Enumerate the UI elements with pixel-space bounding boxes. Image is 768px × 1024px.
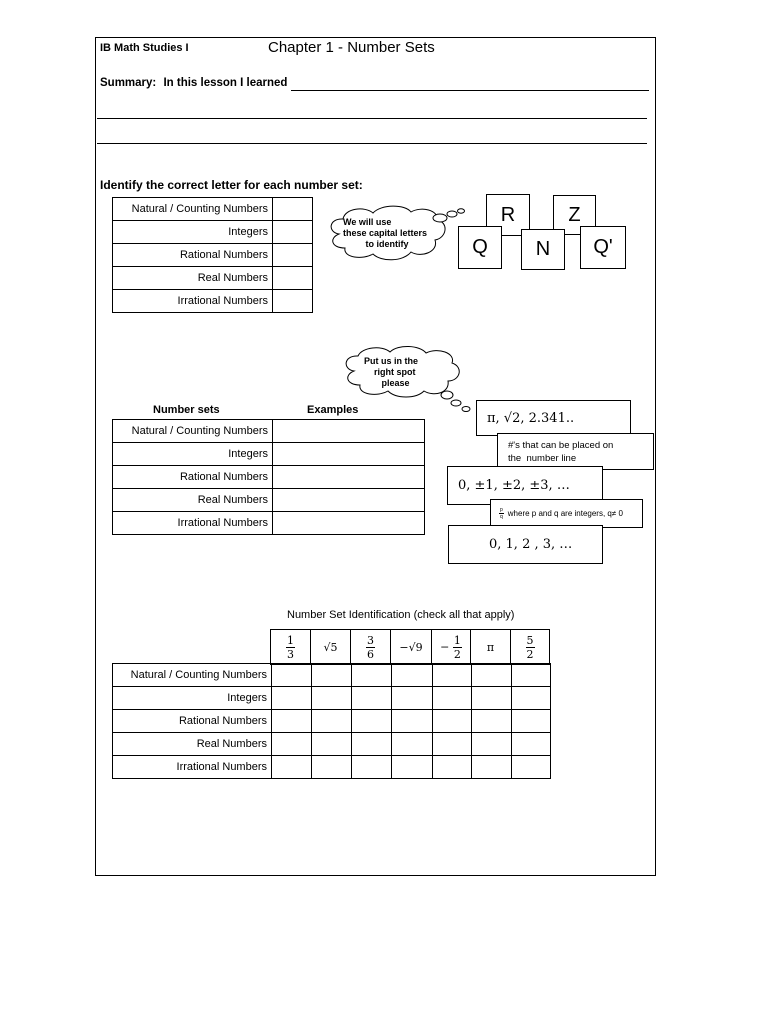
example-cell[interactable]: [273, 443, 425, 466]
row-label: Irrational Numbers: [113, 512, 273, 535]
section3-caption: Number Set Identification (check all that apply): [287, 609, 515, 621]
check-cell[interactable]: [512, 733, 551, 756]
col-number-sets: Number sets: [153, 404, 220, 416]
header-neg-sqrt9: −√9: [391, 630, 432, 665]
row-label: Integers: [113, 443, 273, 466]
answer-cell[interactable]: [273, 221, 313, 244]
header-pi: π: [471, 630, 511, 665]
header-neg-one-half: − $\frac{1}{2}$: [432, 630, 471, 665]
check-cell[interactable]: [472, 687, 512, 710]
check-cell[interactable]: [433, 733, 472, 756]
row-label: Rational Numbers: [113, 466, 273, 489]
example-card-naturals[interactable]: 0, 1, 2 , 3, …: [448, 525, 603, 564]
example-card-real[interactable]: #'s that can be placed on the number line: [497, 433, 654, 470]
row-label: Integers: [113, 687, 272, 710]
letter-box-q[interactable]: Q: [458, 226, 502, 269]
check-cell[interactable]: [392, 687, 433, 710]
check-cell[interactable]: [352, 664, 392, 687]
course-name: IB Math Studies I: [100, 42, 189, 54]
summary-line: [100, 77, 287, 89]
answer-cell[interactable]: [273, 290, 313, 313]
example-card-integers[interactable]: 0, ±1, ±2, ±3, …: [447, 466, 603, 505]
check-cell[interactable]: [472, 710, 512, 733]
examples-table: [112, 419, 425, 535]
row-label: Real Numbers: [113, 733, 272, 756]
example-cell[interactable]: [273, 489, 425, 512]
identification-table: [112, 663, 551, 779]
check-cell[interactable]: [433, 687, 472, 710]
check-cell[interactable]: [312, 733, 352, 756]
example-card-irrational[interactable]: π, √2, 2.341..: [476, 400, 631, 436]
header-one-third: $\frac{1}{3}$: [271, 630, 311, 665]
section1-title: Identify the correct letter for each number set:: [100, 178, 363, 192]
summary-prompt: In this lesson I learned: [163, 77, 288, 89]
row-label: Irrational Numbers: [113, 290, 273, 313]
identification-header: [270, 629, 550, 665]
check-cell[interactable]: [272, 733, 312, 756]
row-label: Irrational Numbers: [113, 756, 272, 779]
check-cell[interactable]: [272, 687, 312, 710]
letter-box-n[interactable]: N: [521, 229, 565, 270]
row-label: Integers: [113, 221, 273, 244]
header-sqrt5: √5: [311, 630, 351, 665]
letter-table: [112, 197, 313, 313]
letter-box-q-prime[interactable]: Q': [580, 226, 626, 269]
letter-box-z[interactable]: Z: [553, 195, 596, 235]
check-cell[interactable]: [433, 710, 472, 733]
cloud-2-text: Put us in the right spot please: [364, 356, 418, 388]
header-three-sixths: $\frac{3}{6}$: [351, 630, 391, 665]
example-card-rational[interactable]: [490, 499, 643, 528]
letter-box-r[interactable]: R: [486, 194, 530, 236]
check-cell[interactable]: [312, 756, 352, 779]
check-cell[interactable]: [272, 664, 312, 687]
check-cell[interactable]: [352, 710, 392, 733]
check-cell[interactable]: [512, 664, 551, 687]
header-five-halves: $\frac{5}{2}$: [511, 630, 550, 665]
answer-cell[interactable]: [273, 267, 313, 290]
col-examples: Examples: [307, 404, 359, 416]
page-title: Chapter 1 - Number Sets: [268, 39, 435, 56]
example-cell[interactable]: [273, 466, 425, 489]
row-label: Natural / Counting Numbers: [113, 420, 273, 443]
answer-cell[interactable]: [273, 198, 313, 221]
check-cell[interactable]: [312, 664, 352, 687]
check-cell[interactable]: [472, 664, 512, 687]
cloud-1-text: We will use these capital letters to identify: [343, 217, 428, 249]
check-cell[interactable]: [352, 756, 392, 779]
check-cell[interactable]: [312, 687, 352, 710]
rational-definition: where p and q are integers, q≠ 0: [507, 509, 623, 518]
row-label: Real Numbers: [113, 489, 273, 512]
check-cell[interactable]: [512, 756, 551, 779]
example-cell[interactable]: [273, 420, 425, 443]
check-cell[interactable]: [392, 710, 433, 733]
row-label: Natural / Counting Numbers: [113, 198, 273, 221]
check-cell[interactable]: [512, 687, 551, 710]
check-cell[interactable]: [352, 687, 392, 710]
check-cell[interactable]: [312, 710, 352, 733]
check-cell[interactable]: [472, 733, 512, 756]
check-cell[interactable]: [272, 756, 312, 779]
row-label: Rational Numbers: [113, 244, 273, 267]
row-label: Natural / Counting Numbers: [113, 664, 272, 687]
example-cell[interactable]: [273, 512, 425, 535]
check-cell[interactable]: [272, 710, 312, 733]
check-cell[interactable]: [352, 733, 392, 756]
summary-label: Summary:: [100, 77, 157, 89]
row-label: Real Numbers: [113, 267, 273, 290]
p-over-q: $\frac{p}{q}$: [500, 507, 503, 520]
check-cell[interactable]: [392, 756, 433, 779]
check-cell[interactable]: [433, 756, 472, 779]
answer-cell[interactable]: [273, 244, 313, 267]
check-cell[interactable]: [512, 710, 551, 733]
summary-blank-1[interactable]: [291, 90, 649, 91]
check-cell[interactable]: [433, 664, 472, 687]
summary-blank-3[interactable]: [97, 143, 647, 144]
check-cell[interactable]: [472, 756, 512, 779]
check-cell[interactable]: [392, 664, 433, 687]
row-label: Rational Numbers: [113, 710, 272, 733]
summary-blank-2[interactable]: [97, 118, 647, 119]
check-cell[interactable]: [392, 733, 433, 756]
